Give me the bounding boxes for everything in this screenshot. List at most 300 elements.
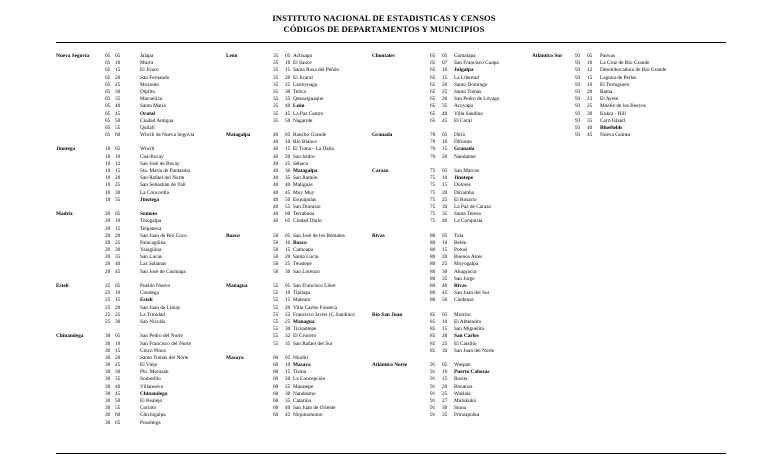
- municipality-code: 05: [285, 283, 291, 289]
- municipality-name: Ciudad Antigua: [140, 117, 174, 124]
- municipality-code: 25: [285, 318, 291, 325]
- department-code: 05: [105, 96, 111, 103]
- municipality-name: Santa Rosa del Peñón: [293, 67, 340, 74]
- municipality-name: Juigalpa: [454, 67, 474, 74]
- municipality-name: Rancho Grande: [293, 132, 327, 139]
- municipality-name: Sébaco: [293, 160, 309, 167]
- municipality-name: El Tortuguero: [600, 81, 630, 88]
- municipality-code: 25: [442, 390, 448, 397]
- department-code: 35: [273, 81, 279, 88]
- municipality-name: Esquipulas: [293, 196, 317, 203]
- municipality-name: El Realejo: [140, 398, 163, 404]
- municipality-code: 30: [442, 96, 448, 103]
- municipality-name: Buenos Aires: [454, 254, 483, 261]
- department-name: Chinandega: [56, 333, 84, 340]
- department-code: 91: [430, 376, 436, 383]
- municipality-name: Totogalpa: [140, 218, 162, 225]
- municipality-name: Desembocadura de Río Grande: [600, 67, 667, 74]
- municipality-name: La Libertad: [454, 74, 479, 81]
- department-code: 55: [273, 304, 279, 311]
- municipality-name: Nindirí: [293, 354, 309, 361]
- municipality-name: Prinzapolka: [454, 412, 480, 419]
- department-code: 05: [105, 124, 111, 131]
- municipality-name: Santo Tomás del Norte: [140, 354, 189, 361]
- municipality-code: 35: [442, 211, 448, 218]
- department-code: 93: [575, 81, 581, 88]
- municipality-code: 50: [285, 117, 291, 124]
- municipality-code: 15: [115, 297, 121, 304]
- department-code: 35: [273, 60, 279, 67]
- department-code: 70: [430, 153, 436, 160]
- municipality-code: 10: [115, 153, 121, 160]
- municipality-code: 25: [442, 88, 448, 95]
- municipality-name: San Juan de Limay: [140, 304, 181, 311]
- municipality-name: Niquinohomo: [293, 412, 323, 419]
- municipality-code: 55: [115, 405, 121, 412]
- municipality-code: 50: [115, 117, 121, 124]
- municipality-code: 20: [115, 232, 121, 239]
- department-code: 40: [273, 168, 279, 174]
- department-code: 35: [273, 88, 279, 95]
- municipality-code: 05: [442, 232, 448, 239]
- municipality-name: El Crucero: [293, 333, 317, 340]
- municipality-code: 20: [285, 376, 291, 383]
- municipality-name: Diriamba: [454, 189, 475, 196]
- municipality-name: Corn Island: [600, 117, 625, 124]
- municipality-code: 20: [285, 153, 291, 160]
- municipality-name: Puerto Cabezas: [454, 369, 490, 376]
- department-code: 80: [430, 297, 436, 304]
- municipality-name: Pto. Morazán: [140, 369, 169, 376]
- department-code: 80: [430, 254, 436, 261]
- department-code: 65: [430, 60, 436, 67]
- department-code: 30: [105, 362, 111, 369]
- municipality-name: Palacagüina: [140, 239, 166, 246]
- municipality-code: 10: [285, 60, 291, 67]
- municipality-code: 35: [285, 175, 291, 182]
- municipality-code: 20: [285, 304, 291, 311]
- department-code: 25: [105, 311, 111, 318]
- municipality-code: 40: [285, 405, 291, 412]
- top-rule: [56, 42, 726, 43]
- department-name: Estelí: [56, 283, 69, 289]
- department-code: 60: [273, 405, 279, 412]
- municipality-name: Mateare: [293, 297, 311, 304]
- municipality-name: Telica: [293, 88, 306, 95]
- municipality-name: Ticuantepe: [293, 326, 317, 333]
- bottom-rule: [56, 453, 726, 454]
- department-name: Masaya: [226, 354, 244, 361]
- municipality-code: 40: [442, 110, 448, 117]
- department-code: 75: [430, 168, 436, 174]
- municipality-code: 15: [115, 168, 121, 174]
- municipality-name: El Ayote: [600, 96, 619, 103]
- department-code: 30: [105, 333, 111, 340]
- municipality-name: Tola: [454, 232, 464, 239]
- department-code: 30: [105, 398, 111, 404]
- municipality-code: 20: [587, 88, 593, 95]
- municipality-code: 25: [587, 103, 593, 110]
- municipality-code: 15: [442, 326, 448, 333]
- municipality-name: Diriomo: [454, 139, 472, 146]
- department-code: 60: [273, 383, 279, 390]
- municipality-name: Pueblo Nuevo: [140, 283, 171, 289]
- department-code: 80: [430, 290, 436, 297]
- municipality-code: 25: [285, 81, 291, 88]
- municipality-code: 05: [285, 53, 291, 59]
- department-code: 40: [273, 189, 279, 196]
- department-code: 50: [273, 261, 279, 268]
- municipality-name: Quezalguaque: [293, 96, 324, 103]
- municipality-name: San Miguelito: [454, 326, 485, 333]
- department-code: 40: [273, 160, 279, 167]
- department-code: 65: [430, 88, 436, 95]
- municipality-name: Teustepe: [293, 261, 312, 268]
- municipality-code: 25: [442, 196, 448, 203]
- municipality-code: 07: [442, 60, 448, 67]
- municipality-name: La Paz Centro: [293, 110, 324, 117]
- municipality-name: San Francisco del Norte: [140, 340, 192, 347]
- municipality-code: 25: [115, 182, 121, 189]
- municipality-code: 10: [442, 318, 448, 325]
- municipality-name: Mozonte: [140, 81, 159, 88]
- department-code: 20: [105, 225, 111, 232]
- municipality-name: Francisco Javier (C.Sandino): [293, 311, 355, 318]
- municipality-code: 40: [285, 182, 291, 189]
- municipality-name: San Pedro de Lóvago: [454, 96, 500, 103]
- municipality-name: Sta. María de Pantasma: [140, 168, 191, 174]
- municipality-name: Masatepe: [293, 383, 314, 390]
- municipality-name: Río Blanco: [293, 139, 317, 146]
- municipality-code: 10: [285, 139, 291, 146]
- municipality-name: Nandaime: [454, 153, 476, 160]
- municipality-code: 05: [442, 132, 448, 139]
- municipality-name: Murra: [140, 60, 154, 67]
- municipality-code: 60: [285, 211, 291, 218]
- municipality-code: 15: [285, 297, 291, 304]
- municipality-code: 15: [285, 67, 291, 74]
- department-code: 05: [105, 60, 111, 67]
- municipality-name: Terrabona: [293, 211, 315, 218]
- department-code: 40: [273, 153, 279, 160]
- department-code: 85: [430, 340, 436, 347]
- department-code: 80: [430, 268, 436, 275]
- municipality-code: 23: [587, 96, 593, 103]
- department-code: 20: [105, 261, 111, 268]
- department-name: Nueva Segovia: [56, 53, 90, 59]
- municipality-name: Waslala: [454, 390, 471, 397]
- department-code: 65: [430, 53, 436, 59]
- municipality-name: Corinto: [140, 405, 157, 412]
- department-code: 55: [273, 297, 279, 304]
- department-code: 40: [273, 139, 279, 146]
- department-code: 35: [273, 67, 279, 74]
- municipality-code: 15: [442, 146, 448, 153]
- municipality-name: Cuá-Bocay: [140, 153, 164, 160]
- department-code: 30: [105, 354, 111, 361]
- municipality-name: Macuelizo: [140, 96, 163, 103]
- municipality-code: 27: [442, 398, 448, 404]
- municipality-code: 20: [115, 304, 121, 311]
- department-code: 25: [105, 318, 111, 325]
- department-code: 30: [105, 383, 111, 390]
- municipality-name: Catarina: [293, 398, 311, 404]
- department-code: 65: [430, 81, 436, 88]
- municipality-code: 10: [115, 60, 121, 67]
- municipality-name: Tisma: [293, 369, 307, 376]
- municipality-code: 20: [442, 81, 448, 88]
- municipality-name: Bluefields: [600, 124, 623, 131]
- department-code: 80: [430, 232, 436, 239]
- department-code: 40: [273, 203, 279, 210]
- municipality-name: Cárdenas: [454, 297, 474, 304]
- municipality-code: 15: [587, 74, 593, 81]
- municipality-code: 25: [115, 362, 121, 369]
- municipality-code: 60: [115, 132, 121, 139]
- municipality-name: Diriá: [454, 132, 465, 139]
- municipality-name: Laguna de Perlas: [600, 74, 637, 81]
- municipality-code: 35: [442, 412, 448, 419]
- municipality-name: Posoltega: [140, 419, 161, 426]
- municipality-name: Muy Muy: [293, 189, 315, 196]
- municipality-code: 25: [442, 340, 448, 347]
- municipality-name: San José de los Remates: [293, 232, 345, 239]
- municipality-code: 05: [587, 53, 593, 59]
- municipality-name: Achuapa: [293, 53, 312, 59]
- department-code: 93: [575, 124, 581, 131]
- municipality-name: San Rafael del Sur: [293, 340, 333, 347]
- municipality-code: 45: [115, 268, 121, 275]
- municipality-code: 30: [115, 189, 121, 196]
- municipality-code: 30: [285, 88, 291, 95]
- department-code: 30: [105, 390, 111, 397]
- department-code: 05: [105, 110, 111, 117]
- municipality-code: 35: [285, 96, 291, 103]
- municipality-code: 65: [285, 218, 291, 225]
- municipality-name: Cinco Pinos: [140, 347, 166, 354]
- municipality-code: 45: [285, 110, 291, 117]
- municipality-name: Wiwilí de Nueva Segovia: [140, 132, 195, 139]
- municipality-code: 20: [442, 383, 448, 390]
- municipality-code: 35: [442, 275, 448, 282]
- municipality-code: 30: [115, 369, 121, 376]
- municipality-code: 25: [285, 261, 291, 268]
- department-code: 30: [105, 376, 111, 383]
- municipality-code: 30: [115, 247, 121, 254]
- municipality-name: Rivas: [454, 283, 467, 289]
- municipality-code: 30: [285, 390, 291, 397]
- department-code: 80: [430, 239, 436, 246]
- department-code: 10: [105, 160, 111, 167]
- municipality-name: Chichigalpa: [140, 412, 166, 419]
- municipality-code: 40: [115, 261, 121, 268]
- municipality-code: 05: [442, 362, 448, 369]
- department-code: 40: [273, 175, 279, 182]
- municipality-code: 05: [442, 168, 448, 174]
- municipality-code: 35: [285, 340, 291, 347]
- department-code: 70: [430, 139, 436, 146]
- department-name: Río San Juan: [372, 311, 403, 318]
- municipality-code: 35: [442, 103, 448, 110]
- department-code: 93: [575, 74, 581, 81]
- department-code: 65: [430, 110, 436, 117]
- municipality-name: Potosí: [454, 247, 468, 254]
- department-name: Carazo: [372, 168, 389, 174]
- department-code: 93: [575, 132, 581, 139]
- municipality-name: Rosita: [454, 376, 468, 383]
- municipality-name: Waspán: [454, 362, 471, 369]
- municipality-code: 10: [442, 139, 448, 146]
- municipality-name: Masaya: [293, 362, 311, 369]
- department-code: 91: [430, 362, 436, 369]
- department-code: 30: [105, 369, 111, 376]
- municipality-code: 35: [115, 96, 121, 103]
- municipality-code: 25: [442, 261, 448, 268]
- municipality-name: El Rosario: [454, 196, 477, 203]
- municipality-name: Matagalpa: [293, 168, 318, 174]
- municipality-name: Yalagüina: [140, 247, 162, 254]
- municipality-code: 65: [115, 419, 121, 426]
- municipality-name: Nagarote: [293, 117, 313, 124]
- municipality-code: 20: [285, 74, 291, 81]
- municipality-code: 40: [442, 283, 448, 289]
- municipality-name: San Francisco Cuapa: [454, 60, 499, 67]
- municipality-name: Altagracia: [454, 268, 477, 275]
- municipality-code: 05: [115, 283, 121, 289]
- department-code: 91: [430, 369, 436, 376]
- department-code: 60: [273, 376, 279, 383]
- municipality-code: 30: [285, 268, 291, 275]
- municipality-code: 20: [442, 189, 448, 196]
- municipality-code: 30: [442, 268, 448, 275]
- department-code: 91: [430, 390, 436, 397]
- municipality-code: 05: [115, 211, 121, 218]
- department-code: 85: [430, 311, 436, 318]
- municipality-name: Santo Domingo: [454, 81, 488, 88]
- department-code: 91: [430, 412, 436, 419]
- municipality-code: 15: [115, 67, 121, 74]
- municipality-name: La Concepción: [293, 376, 326, 383]
- department-code: 75: [430, 203, 436, 210]
- municipality-name: Santa Lucía: [293, 254, 319, 261]
- municipality-code: 35: [115, 376, 121, 383]
- municipality-name: Rama: [600, 88, 613, 95]
- municipality-name: Camoapa: [293, 247, 314, 254]
- department-code: 85: [430, 326, 436, 333]
- department-name: Rivas: [372, 232, 385, 239]
- department-code: 55: [273, 318, 279, 325]
- municipality-code: 20: [442, 333, 448, 340]
- department-code: 55: [273, 326, 279, 333]
- municipality-name: Ciudad Darío: [293, 218, 322, 225]
- department-code: 10: [105, 146, 111, 153]
- department-code: 25: [105, 304, 111, 311]
- department-name: Atlántico Sur: [532, 53, 563, 59]
- department-code: 93: [575, 60, 581, 67]
- department-code: 93: [575, 103, 581, 110]
- department-code: 55: [273, 333, 279, 340]
- department-code: 05: [105, 67, 111, 74]
- department-code: 70: [430, 132, 436, 139]
- department-code: 93: [575, 67, 581, 74]
- department-code: 30: [105, 419, 111, 426]
- municipality-name: Comalapa: [454, 53, 476, 59]
- municipality-name: San Jorge: [454, 275, 475, 282]
- department-code: 80: [430, 283, 436, 289]
- municipality-name: Las Sabanas: [140, 261, 167, 268]
- municipality-code: 22: [285, 311, 291, 318]
- municipality-code: 15: [442, 247, 448, 254]
- municipality-name: Chinandega: [140, 390, 168, 397]
- department-name: Madriz: [56, 211, 73, 218]
- municipality-name: San Ramón: [293, 175, 318, 182]
- municipality-name: Santa María: [140, 103, 166, 110]
- department-code: 20: [105, 268, 111, 275]
- municipality-name: El Viejo: [140, 362, 158, 369]
- department-code: 50: [273, 254, 279, 261]
- department-code: 85: [430, 318, 436, 325]
- page-title: INSTITUTO NACIONAL DE ESTADISTICAS Y CENSOS: [272, 13, 496, 23]
- municipality-code: 45: [285, 189, 291, 196]
- department-code: 80: [430, 247, 436, 254]
- department-code: 30: [105, 405, 111, 412]
- municipality-code: 30: [442, 203, 448, 210]
- municipality-code: 15: [285, 369, 291, 376]
- municipality-name: El Sauce: [293, 60, 312, 67]
- municipality-name: Larreynaga: [293, 81, 318, 88]
- department-code: 50: [273, 247, 279, 254]
- department-code: 80: [430, 261, 436, 268]
- municipality-code: 30: [115, 88, 121, 95]
- municipality-name: San Francisco Libre: [293, 283, 336, 289]
- municipality-code: 25: [115, 239, 121, 246]
- department-code: 10: [105, 196, 111, 203]
- municipality-name: Granada: [454, 146, 475, 153]
- department-code: 20: [105, 254, 111, 261]
- municipality-code: 05: [285, 232, 291, 239]
- municipality-code: 32: [285, 333, 291, 340]
- municipality-name: Ocotal: [140, 110, 156, 117]
- municipality-name: San Juan de Oriente: [293, 405, 336, 412]
- municipality-name: Paiwas: [600, 53, 616, 59]
- municipality-name: Condega: [140, 290, 159, 297]
- municipality-name: El Castillo: [454, 340, 477, 347]
- municipality-code: 50: [442, 297, 448, 304]
- department-code: 91: [430, 405, 436, 412]
- municipality-name: San Rafael del Norte: [140, 175, 185, 182]
- municipality-code: 20: [442, 153, 448, 160]
- municipality-code: 40: [285, 103, 291, 110]
- municipality-code: 10: [285, 290, 291, 297]
- municipality-name: Villa Carlos Fonseca: [293, 304, 338, 311]
- municipality-code: 10: [587, 60, 593, 67]
- department-code: 35: [273, 74, 279, 81]
- department-code: 05: [105, 132, 111, 139]
- department-code: 05: [105, 117, 111, 124]
- municipality-name: Acoyapa: [454, 103, 473, 110]
- municipality-code: 25: [285, 160, 291, 167]
- department-name: León: [226, 53, 238, 59]
- municipality-name: San Marcos: [454, 168, 480, 174]
- municipality-code: 25: [285, 383, 291, 390]
- department-code: 40: [273, 182, 279, 189]
- municipality-code: 40: [442, 218, 448, 225]
- municipality-name: Boaco: [293, 239, 307, 246]
- municipality-code: 25: [115, 81, 121, 88]
- municipality-name: San Dionisio: [293, 203, 321, 210]
- municipality-name: Managua: [293, 318, 315, 325]
- municipality-code: 30: [285, 168, 291, 174]
